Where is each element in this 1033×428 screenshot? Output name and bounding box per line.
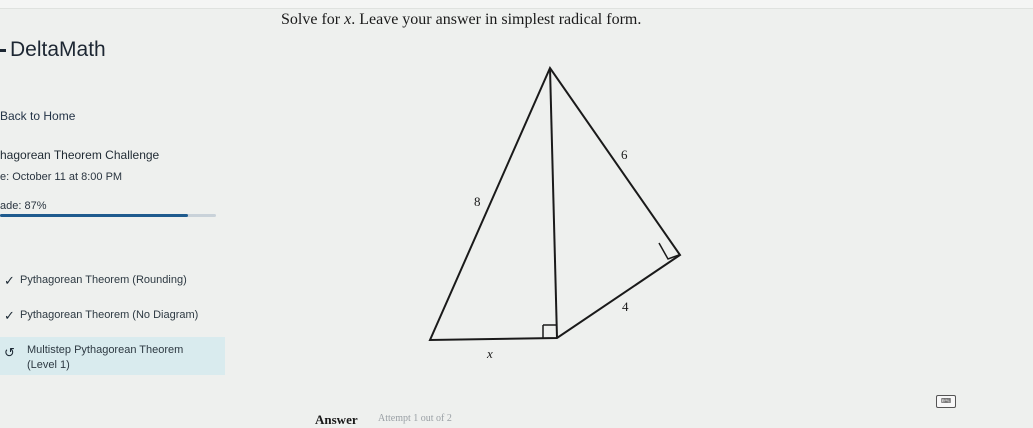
skill-label bbox=[27, 343, 183, 373]
triangle-diagram bbox=[410, 58, 690, 358]
altitude-line bbox=[550, 68, 557, 338]
right-angle-marker-right bbox=[659, 243, 679, 259]
question-suffix: . Leave your answer in simplest radical form. bbox=[351, 11, 642, 28]
skill-label-line1: Multistep Pythagorean Theorem bbox=[27, 344, 184, 356]
check-icon: ✓ bbox=[4, 308, 15, 323]
back-to-home-link[interactable]: Back to Home bbox=[0, 109, 76, 123]
side-6-label: 6 bbox=[621, 147, 628, 162]
due-date: e: October 11 at 8:00 PM bbox=[0, 171, 123, 183]
side-8-label: 8 bbox=[474, 194, 481, 209]
skill-item-multistep-current[interactable] bbox=[0, 337, 225, 375]
current-arrow-icon: ↺ bbox=[4, 345, 15, 360]
brand-name: DeltaMath bbox=[10, 38, 106, 61]
grade-progress-fill bbox=[0, 214, 188, 217]
skill-label-line2: (Level 1) bbox=[27, 359, 70, 371]
question-variable: x bbox=[344, 11, 352, 28]
check-icon: ✓ bbox=[4, 273, 15, 288]
skill-label: Pythagorean Theorem (No Diagram) bbox=[20, 309, 199, 321]
assignment-title: hagorean Theorem Challenge bbox=[0, 148, 160, 162]
skill-label: Pythagorean Theorem (Rounding) bbox=[20, 274, 187, 286]
brand-logo[interactable] bbox=[0, 38, 106, 62]
attempt-counter: Attempt 1 out of 2 bbox=[378, 413, 452, 424]
question-prefix: Solve for bbox=[281, 11, 345, 28]
answer-label: Answer bbox=[315, 412, 358, 427]
grade-label: ade: 87% bbox=[0, 200, 47, 212]
side-x-label: x bbox=[487, 346, 493, 358]
grade-progress-bar bbox=[0, 214, 216, 217]
question-prompt bbox=[281, 11, 641, 29]
side-4-label: 4 bbox=[622, 299, 629, 314]
delta-logo-icon bbox=[0, 49, 6, 52]
keyboard-icon[interactable]: ⌨ bbox=[936, 395, 956, 408]
sidebar bbox=[0, 0, 230, 426]
